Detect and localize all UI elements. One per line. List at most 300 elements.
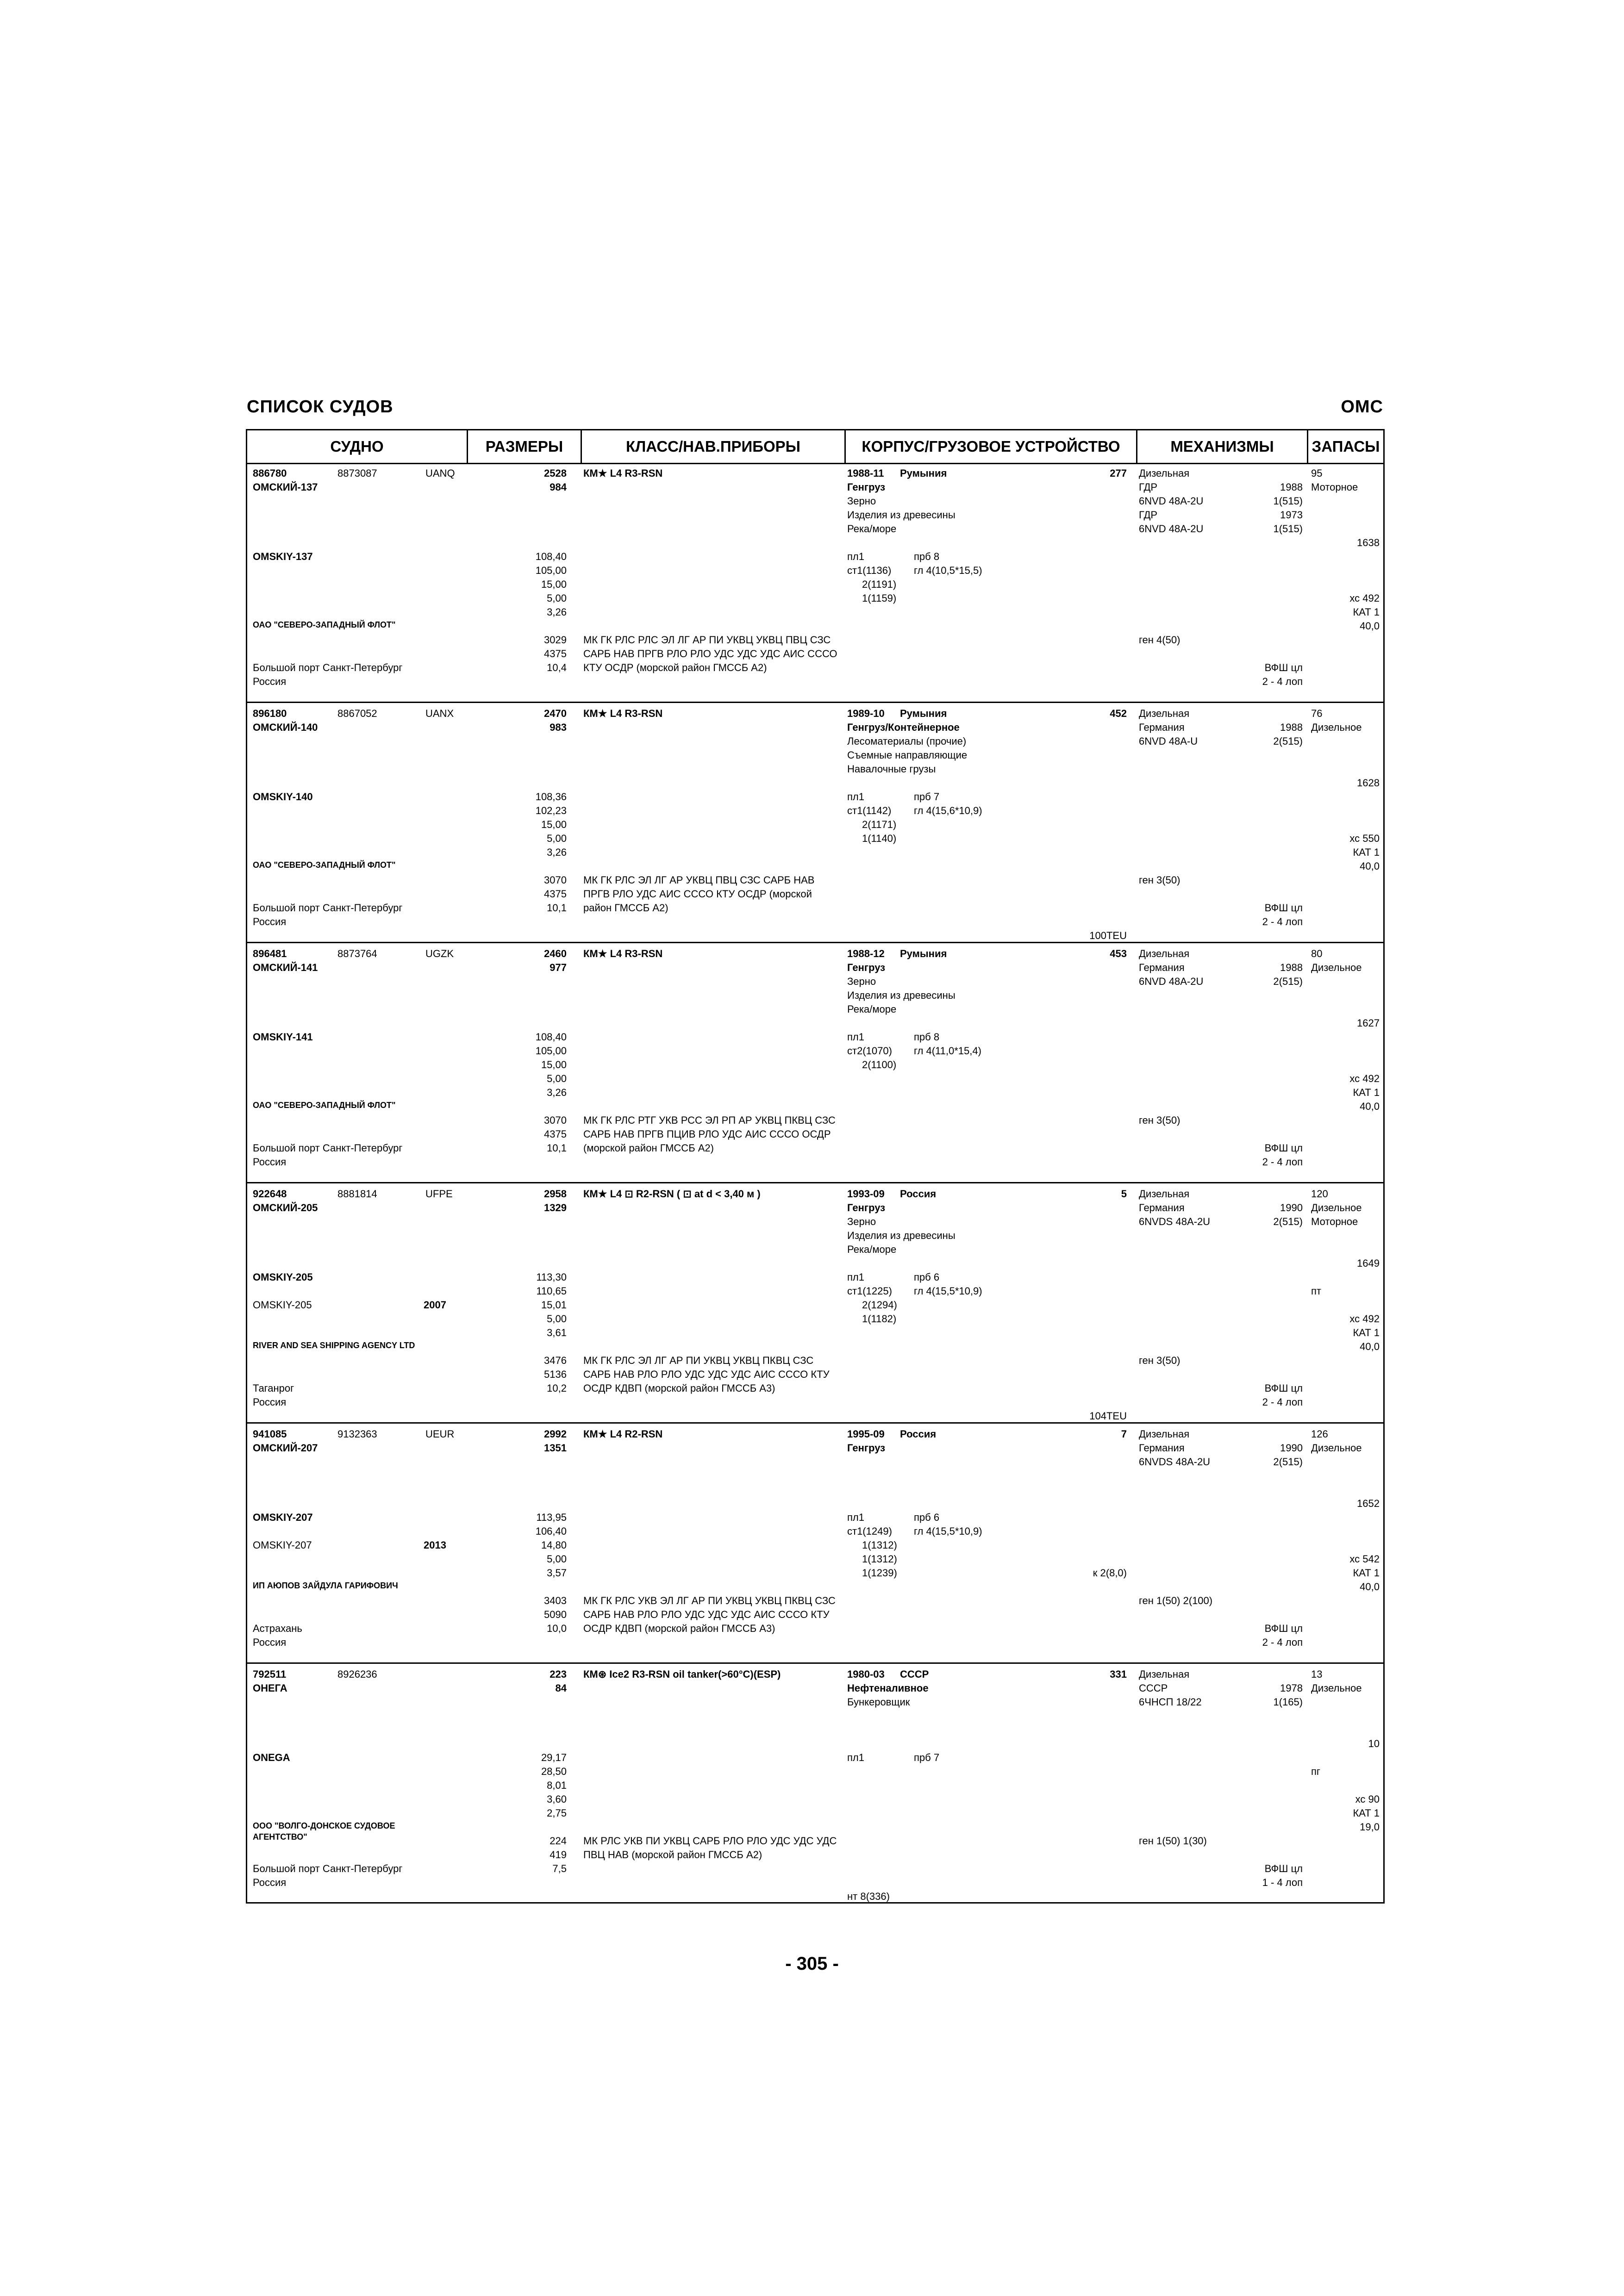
dimension-value: 5,00 [547, 1553, 567, 1565]
dimension-value: 2460 [544, 948, 567, 959]
supply-value: 1638 [1357, 537, 1380, 548]
supply-value: 19,0 [1360, 1821, 1380, 1833]
supply-value: 40,0 [1360, 1341, 1380, 1352]
dimension-value: 2528 [544, 467, 567, 479]
flag-country: Россия [253, 1156, 287, 1168]
dimension-value: 3070 [544, 1114, 567, 1126]
dimension-value: 3,26 [547, 846, 567, 858]
call-sign: UANX [425, 708, 454, 719]
cargo-type: Генгруз/Контейнерное [847, 722, 960, 733]
engine-detail: 6NVDS 48A-2U [1139, 1456, 1211, 1468]
supply-value: 1628 [1357, 777, 1380, 789]
dimension-value: 113,95 [536, 1512, 567, 1523]
dimension-value: 3,61 [547, 1327, 567, 1338]
build-country: Россия [900, 1428, 937, 1440]
supply-value: КАТ 1 [1353, 1327, 1380, 1338]
generators: ген 1(50) 2(100) [1139, 1595, 1213, 1606]
home-port: Большой порт Санкт-Петербург [253, 902, 403, 914]
home-port: Большой порт Санкт-Петербург [253, 1863, 403, 1874]
ship-name-ru: ОМСКИЙ-207 [253, 1442, 318, 1454]
generators: ген 4(50) [1139, 634, 1181, 646]
dimension-value: 15,00 [541, 579, 567, 590]
cargo-type: Изделия из древесины [847, 989, 956, 1001]
deck-count: пл1 [847, 1752, 864, 1763]
supply-value: хс 492 [1349, 1313, 1380, 1325]
engine-detail: Германия [1139, 1442, 1185, 1454]
engine-year-count: 1(165) [1273, 1696, 1303, 1708]
dimension-value: 5,00 [547, 1073, 567, 1084]
supply-value: 80 [1311, 948, 1323, 959]
imo-number: 8873764 [337, 948, 377, 959]
dimension-value: 108,40 [535, 551, 567, 562]
dimension-value: 3,26 [547, 1087, 567, 1098]
cargo-hold: ст2(1070) [847, 1045, 892, 1057]
ship-register-table [246, 429, 1385, 1904]
cargo-type: Генгруз [847, 481, 886, 493]
engine-year-count: 2(515) [1273, 735, 1303, 747]
dimension-value: 113,30 [536, 1271, 567, 1283]
ship-owner: ООО "ВОЛГО-ДОНСКОЕ СУДОВОЕ АГЕНТСТВО" [253, 1821, 395, 1842]
cargo-hold: ст1(1142) [847, 805, 892, 816]
imo-number: 9132363 [337, 1428, 377, 1440]
column-header-dimensions: РАЗМЕРЫ [485, 438, 563, 455]
build-country: Румыния [900, 467, 947, 479]
engine-detail: 6NVD 48A-U [1139, 735, 1198, 747]
cargo-type: Река/море [847, 1244, 897, 1255]
supply-value: КАТ 1 [1353, 846, 1380, 858]
engine-year-count: 1(515) [1273, 495, 1303, 507]
hatch-cover: гл 4(11,0*15,4) [914, 1045, 981, 1057]
cargo-hold: 2(1100) [862, 1059, 897, 1070]
engine-detail: 6NVD 48A-2U [1139, 495, 1204, 507]
cargo-type: Навалочные грузы [847, 763, 936, 775]
ship-record [247, 943, 1383, 1183]
supply-value: 1652 [1357, 1498, 1380, 1509]
engine-type: Дизельная [1139, 1188, 1190, 1200]
dimension-value: 4375 [544, 1128, 567, 1140]
engine-type: Дизельная [1139, 1668, 1190, 1680]
propeller: ВФШ цл [1264, 1863, 1303, 1874]
build-date: 1980-03 [847, 1668, 885, 1680]
ship-record [247, 703, 1383, 943]
cargo-hold: 2(1294) [862, 1299, 897, 1311]
ship-name-ru: ОМСКИЙ-140 [253, 722, 318, 733]
supply-value: хс 550 [1349, 833, 1380, 844]
engine-detail: ГДР [1139, 481, 1158, 493]
build-date: 1988-12 [847, 948, 885, 959]
former-name: OMSKIY-205 [253, 1299, 312, 1311]
supply-value: Дизельное [1311, 1682, 1362, 1694]
propeller-blades: 1 - 4 лоп [1262, 1877, 1303, 1888]
engine-detail: 6NVD 48A-2U [1139, 523, 1204, 535]
supply-value: Дизельное [1311, 1202, 1362, 1213]
former-name-year: 2013 [424, 1539, 446, 1551]
dimension-value: 10,1 [547, 1142, 567, 1154]
cargo-type: Зерно [847, 976, 876, 987]
supply-value: хс 90 [1355, 1793, 1380, 1805]
hatch-cover: гл 4(15,5*10,9) [914, 1285, 982, 1297]
cargo-hold: 1(1159) [862, 592, 897, 604]
engine-year-count: 1988 [1280, 962, 1303, 973]
engine-detail: ГДР [1139, 509, 1158, 521]
dimension-value: 14,80 [541, 1539, 567, 1551]
column-header-hull: КОРПУС/ГРУЗОВОЕ УСТРОЙСТВО [862, 438, 1120, 455]
dimension-value: 984 [550, 481, 567, 493]
dimension-value: 977 [550, 962, 567, 973]
hull-number: 277 [1110, 467, 1127, 479]
column-header-ship: СУДНО [330, 438, 384, 455]
generators: ген 3(50) [1139, 1114, 1181, 1126]
registry-number: 792511 [253, 1668, 287, 1680]
dimension-value: 108,40 [535, 1031, 567, 1043]
ship-record [247, 1664, 1383, 1904]
supply-value: 40,0 [1360, 620, 1380, 632]
dimension-value: 5,00 [547, 592, 567, 604]
supply-value: хс 492 [1349, 592, 1380, 604]
supply-value: 40,0 [1360, 860, 1380, 872]
supply-value: Дизельное [1311, 1442, 1362, 1454]
hull-number: 7 [1121, 1428, 1127, 1440]
dimension-value: 223 [550, 1668, 567, 1680]
engine-year-count: 2(515) [1273, 1216, 1303, 1227]
dimension-value: 29,17 [541, 1752, 567, 1763]
cargo-crane: к 2(8,0) [1093, 1567, 1127, 1579]
page-index-code: ОМС [1341, 397, 1383, 417]
navigation-equipment: МК ГК РЛС РЛС ЭЛ ЛГ АР ПИ УКВЦ УКВЦ ПВЦ СЗС САРБ НАВ ПРГВ РЛО РЛО УДС УДС УДС АИС СССО КТУ ОСДР (морской район ГМССБ А2) [583, 634, 837, 673]
dimension-value: 1351 [544, 1442, 567, 1454]
navigation-equipment: МК ГК РЛС ЭЛ ЛГ АР ПИ УКВЦ УКВЦ ПКВЦ СЗС САРБ НАВ РЛО РЛО УДС УДС УДС АИС СССО КТУ ОСДР КДВП (морской район ГМССБ А3) [583, 1355, 830, 1394]
engine-detail: Германия [1139, 1202, 1185, 1213]
dimension-value: 3476 [544, 1355, 567, 1366]
cargo-type: Река/море [847, 1003, 897, 1015]
navigation-equipment: МК ГК РЛС РТГ УКВ РСС ЭЛ РП АР УКВЦ ПКВЦ СЗС САРБ НАВ ПРГВ ПЦИВ РЛО УДС АИС СССО ОСДР (морской район ГМССБ А2) [583, 1114, 836, 1154]
dimension-value: 2992 [544, 1428, 567, 1440]
flag-country: Россия [253, 1877, 287, 1888]
registry-number: 896481 [253, 948, 287, 959]
propeller-blades: 2 - 4 лоп [1262, 1156, 1303, 1168]
cargo-hold: 1(1182) [862, 1313, 897, 1325]
engine-detail: 6NVD 48A-2U [1139, 976, 1204, 987]
page-title: СПИСОК СУДОВ [247, 397, 394, 417]
dimension-value: 3,60 [547, 1793, 567, 1805]
dimension-value: 4375 [544, 648, 567, 660]
hull-number: 5 [1121, 1188, 1127, 1200]
cargo-hold: 2(1171) [862, 819, 897, 830]
hatch-cover: гл 4(10,5*15,5) [914, 565, 982, 576]
tank-capacity: нт 8(336) [847, 1891, 890, 1902]
dimension-value: 110,65 [536, 1285, 567, 1297]
cargo-hold: 1(1239) [862, 1567, 897, 1579]
generators: ген 3(50) [1139, 874, 1181, 886]
cargo-type: Бункеровщик [847, 1696, 910, 1708]
engine-year-count: 1988 [1280, 481, 1303, 493]
dimension-value: 8,01 [547, 1780, 567, 1791]
registry-number: 922648 [253, 1188, 287, 1200]
engine-type: Дизельная [1139, 708, 1190, 719]
ship-name-latin: OMSKIY-141 [253, 1031, 313, 1043]
former-name: OMSKIY-207 [253, 1539, 312, 1551]
ship-name-latin: OMSKIY-140 [253, 791, 313, 803]
flag-country: Россия [253, 676, 287, 687]
supply-value: КАТ 1 [1353, 606, 1380, 618]
engine-type: Дизельная [1139, 1428, 1190, 1440]
dimension-value: 5,00 [547, 1313, 567, 1325]
bulkhead-count: прб 7 [914, 1752, 940, 1763]
engine-year-count: 1990 [1280, 1442, 1303, 1454]
generators: ген 1(50) 1(30) [1139, 1835, 1207, 1847]
supply-value: Дизельное [1311, 722, 1362, 733]
registry-number: 896180 [253, 708, 287, 719]
navigation-equipment: МК ГК РЛС УКВ ЭЛ ЛГ АР ПИ УКВЦ УКВЦ ПКВЦ СЗС САРБ НАВ РЛО РЛО УДС УДС УДС АИС СССО КТУ ОСДР КДВП (морской район ГМССБ А3) [583, 1595, 836, 1634]
cargo-type: Зерно [847, 1216, 876, 1227]
class-notation: КМ★ L4 R3-RSN [583, 708, 663, 719]
propeller-blades: 2 - 4 лоп [1262, 676, 1303, 687]
hatch-cover: гл 4(15,6*10,9) [914, 805, 982, 816]
engine-detail: Германия [1139, 722, 1185, 733]
dimension-value: 108,36 [535, 791, 567, 803]
dimension-value: 105,00 [535, 565, 567, 576]
navigation-equipment: МК ГК РЛС ЭЛ ЛГ АР УКВЦ ПВЦ СЗС САРБ НАВ ПРГВ РЛО УДС АИС СССО КТУ ОСДР (морской район ГМССБ А2) [583, 874, 815, 914]
dimension-value: 2,75 [547, 1807, 567, 1819]
dimension-value: 5090 [544, 1609, 567, 1620]
supply-value: 10 [1368, 1738, 1380, 1749]
registry-number: 886780 [253, 467, 287, 479]
cargo-type: Нефтеналивное [847, 1682, 929, 1694]
build-date: 1988-11 [847, 467, 884, 479]
engine-year-count: 1973 [1280, 509, 1303, 521]
ship-name-ru: ОМСКИЙ-141 [253, 962, 318, 973]
supply-extra: пт [1311, 1285, 1321, 1297]
column-header-supplies: ЗАПАСЫ [1312, 438, 1380, 455]
supply-value: Дизельное [1311, 962, 1362, 973]
dimension-value: 5136 [544, 1369, 567, 1380]
ship-owner: ОАО "СЕВЕРО-ЗАПАДНЫЙ ФЛОТ" [253, 1101, 396, 1110]
supply-value: Моторное [1311, 1216, 1358, 1227]
dimension-value: 2470 [544, 708, 567, 719]
container-capacity: 104TEU [1089, 1410, 1127, 1422]
ship-name-latin: ONEGA [253, 1752, 290, 1763]
supply-value: 76 [1311, 708, 1323, 719]
build-country: СССР [900, 1668, 929, 1680]
imo-number: 8881814 [337, 1188, 377, 1200]
dimension-value: 106,40 [535, 1525, 567, 1537]
deck-count: пл1 [847, 1512, 864, 1523]
flag-country: Россия [253, 1636, 287, 1648]
supply-value: 40,0 [1360, 1101, 1380, 1112]
build-date: 1993-09 [847, 1188, 885, 1200]
bulkhead-count: прб 8 [914, 1031, 940, 1043]
imo-number: 8867052 [337, 708, 377, 719]
cargo-type: Изделия из древесины [847, 509, 956, 521]
cargo-hold: ст1(1136) [847, 565, 892, 576]
supply-value: КАТ 1 [1353, 1087, 1380, 1098]
build-country: Румыния [900, 708, 947, 719]
engine-type: Дизельная [1139, 948, 1190, 959]
registry-number: 941085 [253, 1428, 287, 1440]
build-country: Румыния [900, 948, 947, 959]
imo-number: 8873087 [337, 467, 377, 479]
engine-year-count: 2(515) [1273, 976, 1303, 987]
dimension-value: 10,2 [547, 1382, 567, 1394]
call-sign: UGZK [425, 948, 454, 959]
ship-name-ru: ОНЕГА [253, 1682, 287, 1694]
hull-number: 331 [1110, 1668, 1127, 1680]
propeller: ВФШ цл [1264, 1623, 1303, 1634]
supply-value: 120 [1311, 1188, 1328, 1200]
supply-extra: пг [1311, 1766, 1320, 1777]
call-sign: UANQ [425, 467, 455, 479]
propeller-blades: 2 - 4 лоп [1262, 1396, 1303, 1408]
ship-record [247, 1183, 1383, 1424]
cargo-type: Река/море [847, 523, 897, 535]
engine-year-count: 1988 [1280, 722, 1303, 733]
deck-count: пл1 [847, 1031, 864, 1043]
flag-country: Россия [253, 1396, 287, 1408]
dimension-value: 10,4 [547, 662, 567, 673]
bulkhead-count: прб 6 [914, 1512, 940, 1523]
propeller: ВФШ цл [1264, 902, 1303, 914]
engine-detail: 6NVDS 48A-2U [1139, 1216, 1211, 1227]
ship-name-latin: OMSKIY-207 [253, 1512, 313, 1523]
supply-value: КАТ 1 [1353, 1567, 1380, 1579]
cargo-type: Съемные направляющие [847, 749, 968, 761]
ship-name-latin: OMSKIY-205 [253, 1271, 313, 1283]
dimension-value: 105,00 [535, 1045, 567, 1057]
ship-name-ru: ОМСКИЙ-137 [253, 481, 318, 493]
deck-count: пл1 [847, 551, 864, 562]
column-header-machinery: МЕХАНИЗМЫ [1170, 438, 1274, 455]
ship-record [247, 463, 1383, 703]
dimension-value: 15,00 [541, 1059, 567, 1070]
ship-record [247, 1424, 1383, 1664]
call-sign: UFPE [425, 1188, 453, 1200]
hull-number: 452 [1110, 708, 1127, 719]
dimension-value: 5,00 [547, 833, 567, 844]
bulkhead-count: прб 8 [914, 551, 940, 562]
home-port: Большой порт Санкт-Петербург [253, 662, 403, 673]
dimension-value: 28,50 [541, 1766, 567, 1777]
ship-owner: RIVER AND SEA SHIPPING AGENCY LTD [253, 1341, 415, 1350]
engine-year-count: 1990 [1280, 1202, 1303, 1213]
engine-detail: 6ЧНСП 18/22 [1139, 1696, 1202, 1708]
cargo-hold: 1(1312) [862, 1553, 897, 1565]
cargo-type: Генгруз [847, 1442, 886, 1454]
hull-number: 453 [1110, 948, 1127, 959]
navigation-equipment: МК РЛС УКВ ПИ УКВЦ САРБ РЛО РЛО УДС УДС УДС ПВЦ НАВ (морской район ГМССБ А2) [583, 1835, 837, 1860]
class-notation: КМ⊛ Ice2 R3-RSN oil tanker(>60°C)(ESP) [583, 1668, 781, 1680]
supply-value: 40,0 [1360, 1581, 1380, 1593]
engine-detail: СССР [1139, 1682, 1168, 1694]
engine-year-count: 1(515) [1273, 523, 1303, 535]
cargo-type: Генгруз [847, 962, 886, 973]
dimension-value: 1329 [544, 1202, 567, 1213]
dimension-value: 3029 [544, 634, 567, 646]
dimension-value: 102,23 [535, 805, 567, 816]
bulkhead-count: прб 7 [914, 791, 940, 803]
ship-name-latin: OMSKIY-137 [253, 551, 313, 562]
generators: ген 3(50) [1139, 1355, 1181, 1366]
cargo-type: Изделия из древесины [847, 1230, 956, 1241]
dimension-value: 3,26 [547, 606, 567, 618]
dimension-value: 10,0 [547, 1623, 567, 1634]
propeller-blades: 2 - 4 лоп [1262, 916, 1303, 927]
engine-detail: Германия [1139, 962, 1185, 973]
column-header-class: КЛАСС/НАВ.ПРИБОРЫ [626, 438, 800, 455]
dimension-value: 7,5 [552, 1863, 567, 1874]
hatch-cover: гл 4(15,5*10,9) [914, 1525, 982, 1537]
supply-value: Моторное [1311, 481, 1358, 493]
page-number: - 305 - [785, 1954, 839, 1974]
flag-country: Россия [253, 916, 287, 927]
supply-value: КАТ 1 [1353, 1807, 1380, 1819]
supply-value: хс 492 [1349, 1073, 1380, 1084]
class-notation: КМ★ L4 R3-RSN [583, 467, 663, 479]
home-port: Таганрог [253, 1382, 294, 1394]
propeller: ВФШ цл [1264, 1382, 1303, 1394]
supply-value: хс 542 [1349, 1553, 1380, 1565]
ship-owner: ОАО "СЕВЕРО-ЗАПАДНЫЙ ФЛОТ" [253, 620, 396, 629]
cargo-hold: ст1(1249) [847, 1525, 892, 1537]
propeller-blades: 2 - 4 лоп [1262, 1636, 1303, 1648]
dimension-value: 15,00 [541, 819, 567, 830]
ship-owner: ИП АЮПОВ ЗАЙДУЛА ГАРИФОВИЧ [253, 1581, 398, 1590]
dimension-value: 10,1 [547, 902, 567, 914]
engine-type: Дизельная [1139, 467, 1190, 479]
ship-name-ru: ОМСКИЙ-205 [253, 1202, 318, 1213]
call-sign: UEUR [425, 1428, 455, 1440]
dimension-value: 3,57 [547, 1567, 567, 1579]
class-notation: КМ★ L4 ⊡ R2-RSN ( ⊡ at d < 3,40 м ) [583, 1188, 761, 1200]
cargo-hold: ст1(1225) [847, 1285, 892, 1297]
build-country: Россия [900, 1188, 937, 1200]
build-date: 1989-10 [847, 708, 885, 719]
dimension-value: 3070 [544, 874, 567, 886]
cargo-type: Лесоматериалы (прочие) [847, 735, 967, 747]
bulkhead-count: прб 6 [914, 1271, 940, 1283]
engine-year-count: 1978 [1280, 1682, 1303, 1694]
home-port: Астрахань [253, 1623, 302, 1634]
class-notation: КМ★ L4 R3-RSN [583, 948, 663, 959]
propeller: ВФШ цл [1264, 1142, 1303, 1154]
cargo-type: Генгруз [847, 1202, 886, 1213]
dimension-value: 419 [550, 1849, 567, 1860]
home-port: Большой порт Санкт-Петербург [253, 1142, 403, 1154]
dimension-value: 2958 [544, 1188, 567, 1200]
class-notation: КМ★ L4 R2-RSN [583, 1428, 663, 1440]
supply-value: 1627 [1357, 1017, 1380, 1029]
container-capacity: 100TEU [1089, 930, 1127, 941]
deck-count: пл1 [847, 1271, 864, 1283]
cargo-hold: 1(1140) [862, 833, 897, 844]
dimension-value: 3403 [544, 1595, 567, 1606]
supply-value: 1649 [1357, 1257, 1380, 1269]
dimension-value: 84 [555, 1682, 567, 1694]
cargo-type: Зерно [847, 495, 876, 507]
supply-value: 95 [1311, 467, 1323, 479]
supply-value: 126 [1311, 1428, 1328, 1440]
cargo-hold: 2(1191) [862, 579, 897, 590]
imo-number: 8926236 [337, 1668, 377, 1680]
build-date: 1995-09 [847, 1428, 885, 1440]
former-name-year: 2007 [424, 1299, 446, 1311]
table-header [247, 430, 1383, 464]
dimension-value: 983 [550, 722, 567, 733]
dimension-value: 224 [550, 1835, 567, 1847]
deck-count: пл1 [847, 791, 864, 803]
propeller: ВФШ цл [1264, 662, 1303, 673]
dimension-value: 4375 [544, 888, 567, 900]
ship-owner: ОАО "СЕВЕРО-ЗАПАДНЫЙ ФЛОТ" [253, 860, 396, 870]
